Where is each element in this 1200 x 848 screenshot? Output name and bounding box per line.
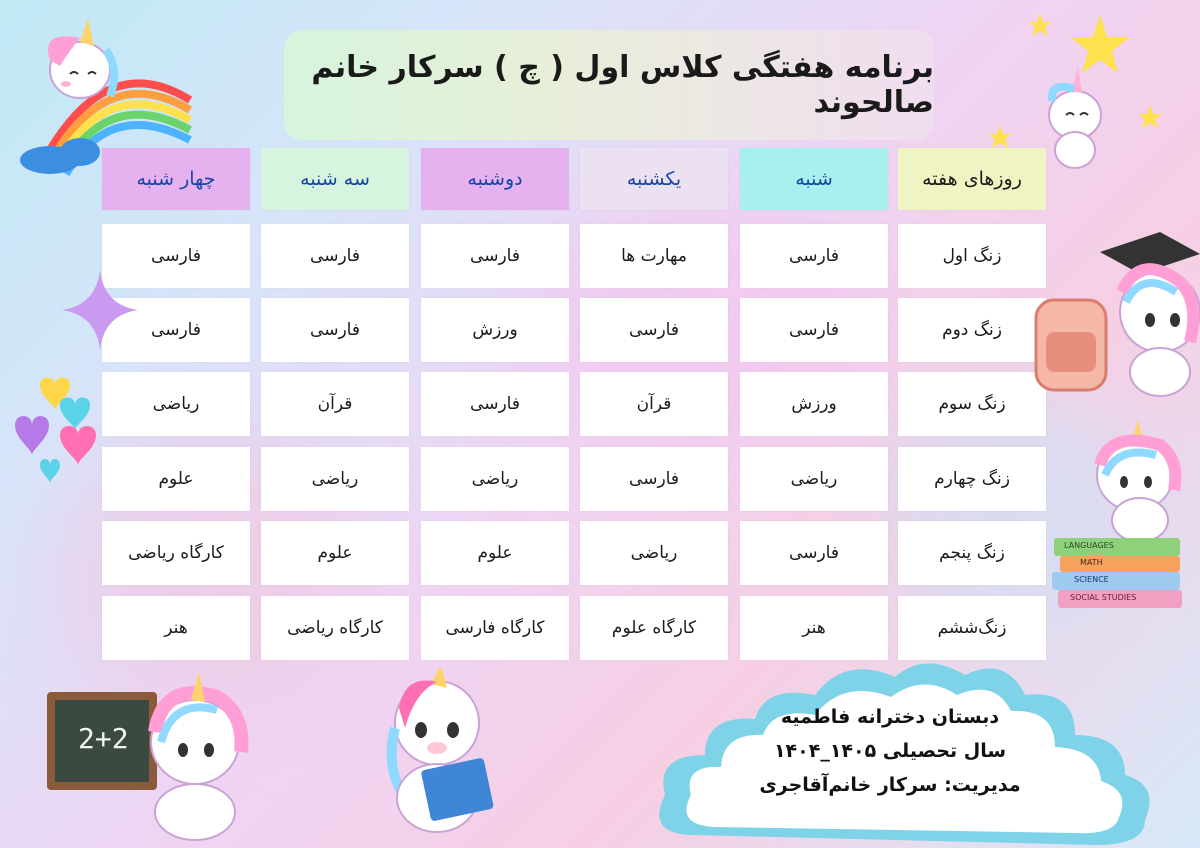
header-tuesday: سه شنبه	[261, 148, 409, 210]
schedule-cell: فارسی	[580, 298, 728, 362]
school-name: دبستان دخترانه فاطمیه	[780, 706, 1000, 728]
unicorn-graduate-icon	[1030, 232, 1200, 402]
schedule-cell: فارسی	[421, 372, 569, 436]
schedule-cell: علوم	[261, 521, 409, 585]
header-days-label: روزهای هفته	[898, 148, 1046, 210]
schedule-cell: قرآن	[261, 372, 409, 436]
schedule-cell: فارسی	[740, 224, 888, 288]
unicorn-rainbow-icon	[10, 10, 200, 180]
period-label: زنگ دوم	[898, 298, 1046, 362]
schedule-cell: ریاضی	[580, 521, 728, 585]
academic-year: سال تحصیلی ۱۴۰۵_۱۴۰۴	[773, 740, 1007, 762]
unicorn-reading-icon	[375, 668, 500, 838]
header-wednesday: چهار شنبه	[102, 148, 250, 210]
book-spine-social-studies: SOCIAL STUDIES	[1070, 593, 1137, 602]
book-spine-math: MATH	[1080, 558, 1103, 567]
sparkle-icon	[60, 265, 140, 355]
schedule-cell: ریاضی	[102, 372, 250, 436]
chalkboard-text: 2+2	[78, 722, 129, 755]
header-sunday: یکشنبه	[580, 148, 728, 210]
schedule-cell: قرآن	[580, 372, 728, 436]
schedule-cell: فارسی	[580, 447, 728, 511]
schedule-cell: هنر	[102, 596, 250, 660]
title-banner	[284, 30, 934, 140]
schedule-cell: کارگاه علوم	[580, 596, 728, 660]
page-title: برنامه هفتگی کلاس اول ( چ ) سرکار خانم صالحوند	[311, 50, 934, 120]
schedule-cell: فارسی	[740, 521, 888, 585]
schedule-cell: هنر	[740, 596, 888, 660]
schedule-cell: ریاضی	[421, 447, 569, 511]
book-spine-science: SCIENCE	[1074, 575, 1109, 584]
schedule-cell: فارسی	[102, 224, 250, 288]
schedule-cell: علوم	[421, 521, 569, 585]
schedule-cell: فارسی	[261, 298, 409, 362]
schedule-cell: کارگاه فارسی	[421, 596, 569, 660]
footer-info	[700, 700, 1080, 802]
period-label: زنگ چهارم	[898, 447, 1046, 511]
period-label: زنگ‌ششم	[898, 596, 1046, 660]
schedule-cell: ریاضی	[261, 447, 409, 511]
period-label: زنگ اول	[898, 224, 1046, 288]
schedule-cell: علوم	[102, 447, 250, 511]
hearts-icon	[10, 365, 105, 485]
schedule-cell: کارگاه ریاضی	[261, 596, 409, 660]
header-monday: دوشنبه	[421, 148, 569, 210]
schedule-cell: ورزش	[421, 298, 569, 362]
schedule-cell: فارسی	[261, 224, 409, 288]
schedule-cell: فارسی	[421, 224, 569, 288]
period-label: زنگ پنجم	[898, 521, 1046, 585]
schedule-cell: ورزش	[740, 372, 888, 436]
unicorn-chalkboard-icon	[45, 672, 255, 842]
schedule-cell: فارسی	[102, 298, 250, 362]
header-saturday: شنبه	[740, 148, 888, 210]
moon-stars-icon	[980, 5, 1180, 180]
unicorn-books-icon	[1050, 420, 1200, 615]
schedule-cell: ریاضی	[740, 447, 888, 511]
book-spine-languages: LANGUAGES	[1064, 541, 1114, 550]
principal-name: مدیریت: سرکار خانم‌آقاجری	[759, 774, 1021, 796]
schedule-cell: مهارت ها	[580, 224, 728, 288]
period-label: زنگ سوم	[898, 372, 1046, 436]
schedule-cell: فارسی	[740, 298, 888, 362]
schedule-cell: کارگاه ریاضی	[102, 521, 250, 585]
